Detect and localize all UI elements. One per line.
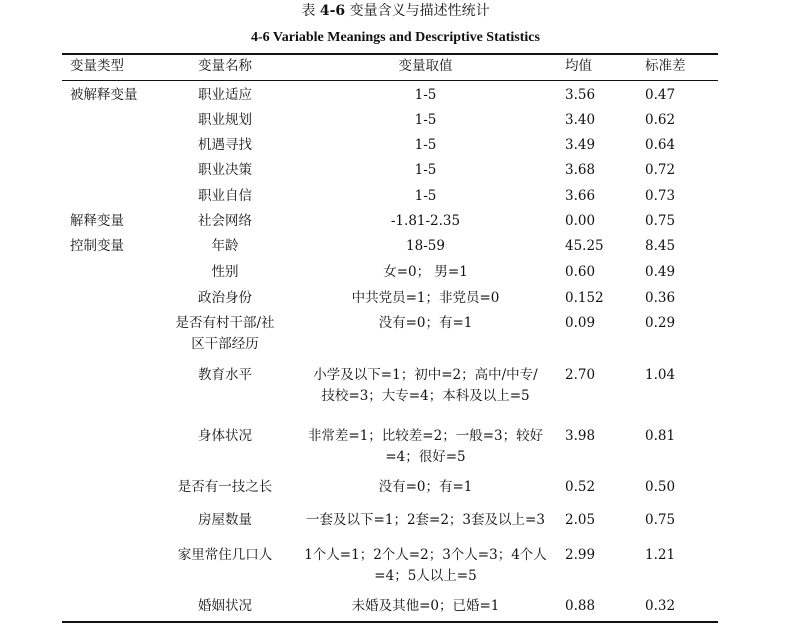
- table-top-rule: [62, 53, 718, 55]
- variable-value-cell-line: 1个人=1；2个人=2；3个人=3；4个人: [304, 547, 547, 563]
- variable-name-cell: [150, 135, 300, 156]
- std-dev-cell: 1.21: [645, 547, 676, 563]
- variable-value-cell-line: 未婚及其他=0；已婚=1: [351, 598, 500, 614]
- variable-name-cell-line: 职业规划: [198, 112, 252, 128]
- variable-name-cell-line: 职业自信: [198, 188, 252, 204]
- variable-name-cell-line: 机遇寻找: [198, 137, 252, 153]
- table-header-rule: [62, 80, 718, 81]
- std-dev-cell: 0.62: [645, 112, 676, 128]
- mean-cell: 2.99: [565, 547, 596, 563]
- caption-title-cn: 变量含义与描述性统计: [345, 3, 490, 19]
- variable-name-cell: [150, 545, 300, 566]
- variable-value-cell-line: 中共党员=1；非党员=0: [351, 290, 500, 306]
- variable-value-cell-line: 18-59: [406, 238, 445, 254]
- caption-prefix: 表: [301, 3, 320, 19]
- caption-number: 4-6: [319, 3, 346, 19]
- variable-name-cell-line: 房屋数量: [198, 512, 252, 528]
- mean-cell: 3.56: [565, 87, 596, 103]
- variable-value-cell-line: 1-5: [414, 112, 437, 128]
- table-caption-en: 4-6 Variable Meanings and Descriptive Statistics: [251, 30, 540, 45]
- mean-cell: 3.68: [565, 162, 596, 178]
- variable-value-cell: [298, 236, 553, 257]
- variable-name-cell-line: 性别: [211, 264, 239, 280]
- std-dev-cell: 0.32: [645, 598, 676, 614]
- variable-name-cell: [150, 160, 300, 181]
- variable-value-cell-line: 非常差=1；比较差=2；一般=3；较好: [307, 428, 544, 444]
- variable-value-cell: [298, 85, 553, 106]
- variable-value-cell-line: =4；5人以上=5: [374, 568, 477, 584]
- variable-name-cell-line: 职业决策: [198, 162, 252, 178]
- variable-name-cell: [150, 236, 300, 257]
- variable-name-cell: [150, 288, 300, 309]
- variable-name-cell: [150, 510, 300, 531]
- std-dev-cell: 0.29: [645, 315, 676, 331]
- std-dev-cell: 0.47: [645, 87, 676, 103]
- variable-value-cell: [298, 262, 553, 283]
- mean-cell: 3.40: [565, 112, 596, 128]
- variable-value-cell: [298, 186, 553, 207]
- variable-name-cell: [150, 596, 300, 617]
- variable-value-cell: [298, 596, 553, 617]
- std-dev-cell: 0.75: [645, 512, 676, 528]
- std-dev-cell: 1.04: [645, 367, 676, 383]
- variable-value-cell-line: 没有=0；有=1: [378, 315, 473, 331]
- variable-value-cell: [298, 510, 553, 531]
- table-caption-cn: [0, 2, 791, 20]
- variable-value-cell: [298, 426, 553, 468]
- std-dev-cell: 0.50: [645, 479, 676, 495]
- header-variable-name: 变量名称: [198, 58, 252, 74]
- mean-cell: 0.88: [565, 598, 596, 614]
- mean-cell: 0.52: [565, 479, 596, 495]
- mean-cell: 0.00: [565, 213, 596, 229]
- std-dev-cell: 0.81: [645, 428, 676, 444]
- mean-cell: 3.49: [565, 137, 596, 153]
- mean-cell: 45.25: [565, 238, 604, 254]
- variable-value-cell-line: 女=0； 男=1: [383, 264, 468, 280]
- variable-name-cell-line: 区干部经历: [191, 336, 259, 352]
- variable-value-cell-line: 没有=0；有=1: [378, 479, 473, 495]
- variable-name-cell-line: 社会网络: [198, 213, 252, 229]
- variable-value-cell-line: 1-5: [414, 87, 437, 103]
- variable-value-cell-line: 1-5: [414, 137, 437, 153]
- variable-value-cell-line: =4；很好=5: [385, 449, 466, 465]
- mean-cell: 2.70: [565, 367, 596, 383]
- variable-type-cell: 被解释变量: [70, 87, 138, 103]
- variable-name-cell-line: 年龄: [211, 238, 239, 254]
- variable-name-cell: [150, 477, 300, 498]
- variable-name-cell: [150, 262, 300, 283]
- variable-value-cell-line: -1.81-2.35: [390, 213, 461, 229]
- variable-value-cell: [298, 477, 553, 498]
- variable-value-cell-line: 技校=3；大专=4；本科及以上=5: [321, 388, 530, 404]
- variable-value-cell: [298, 160, 553, 181]
- variable-name-cell-line: 婚姻状况: [198, 598, 252, 614]
- std-dev-cell: 0.75: [645, 213, 676, 229]
- variable-name-cell-line: 是否有一技之长: [177, 479, 273, 495]
- variable-value-cell: [298, 110, 553, 131]
- std-dev-cell: 8.45: [645, 238, 676, 254]
- mean-cell: 3.66: [565, 188, 596, 204]
- variable-value-cell: [298, 545, 553, 587]
- variable-name-cell: [150, 110, 300, 131]
- variable-value-cell-line: 小学及以下=1；初中=2；高中/中专/: [313, 367, 538, 383]
- variable-value-cell-line: 1-5: [414, 162, 437, 178]
- variable-name-cell: [150, 85, 300, 106]
- std-dev-cell: 0.36: [645, 290, 676, 306]
- variable-name-cell-line: 职业适应: [198, 87, 252, 103]
- variable-value-cell: [298, 135, 553, 156]
- variable-value-cell: [298, 365, 553, 407]
- mean-cell: 0.152: [565, 290, 604, 306]
- variable-value-cell: [298, 211, 553, 232]
- variable-value-cell-line: 1-5: [414, 188, 437, 204]
- variable-value-cell: [298, 313, 553, 334]
- std-dev-cell: 0.72: [645, 162, 676, 178]
- variable-name-cell-line: 政治身份: [198, 290, 252, 306]
- mean-cell: 2.05: [565, 512, 596, 528]
- variable-name-cell: [150, 426, 300, 447]
- std-dev-cell: 0.73: [645, 188, 676, 204]
- variable-name-cell-line: 教育水平: [198, 367, 252, 383]
- mean-cell: 0.09: [565, 315, 596, 331]
- std-dev-cell: 0.64: [645, 137, 676, 153]
- std-dev-cell: 0.49: [645, 264, 676, 280]
- header-variable-value: 变量取值: [398, 58, 453, 74]
- variable-name-cell-line: 是否有村干部/社: [175, 315, 275, 331]
- variable-type-cell: 解释变量: [70, 213, 124, 229]
- variable-name-cell: [150, 313, 300, 355]
- variable-value-cell: [298, 288, 553, 309]
- variable-name-cell: [150, 211, 300, 232]
- variable-value-cell-line: 一套及以下=1；2套=2；3套及以上=3: [306, 512, 545, 528]
- variable-name-cell: [150, 186, 300, 207]
- mean-cell: 3.98: [565, 428, 596, 444]
- mean-cell: 0.60: [565, 264, 596, 280]
- table-bottom-rule: [62, 621, 718, 623]
- variable-name-cell: [150, 365, 300, 386]
- variable-type-cell: 控制变量: [70, 238, 124, 254]
- header-variable-type: 变量类型: [70, 58, 124, 74]
- header-std-dev: 标准差: [645, 58, 686, 74]
- variable-name-cell-line: 身体状况: [198, 428, 252, 444]
- variable-name-cell-line: 家里常住几口人: [177, 547, 273, 563]
- header-mean: 均值: [565, 58, 592, 74]
